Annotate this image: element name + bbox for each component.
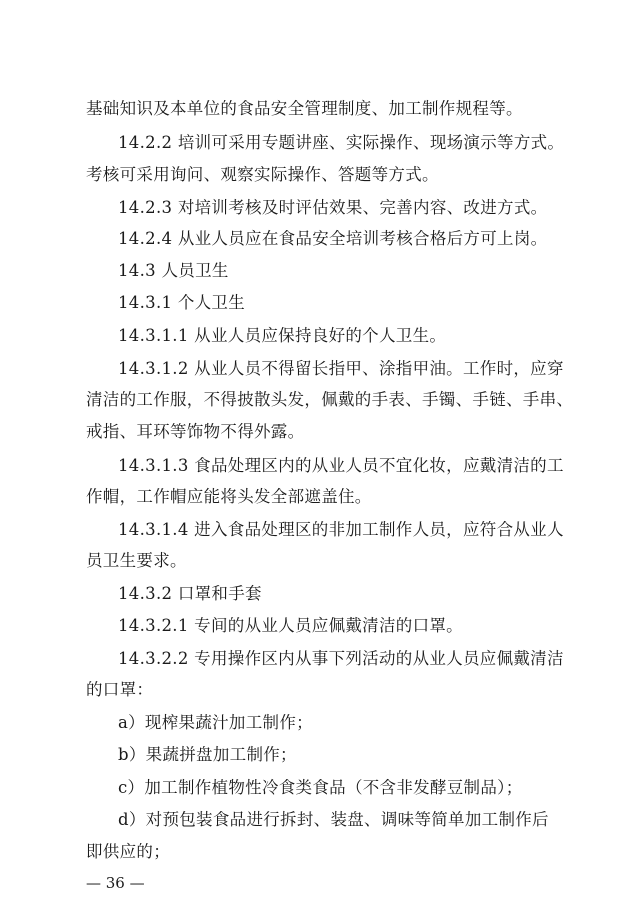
section-heading-14-3-1-1: 14.3.1.1 从业人员应保持良好的个人卫生。 (118, 326, 447, 345)
text-line: 基础知识及本单位的食品安全管理制度、加工制作规程等。 (86, 99, 523, 118)
text-line: 清洁的工作服，不得披散头发，佩戴的手表、手镯、手链、手串、 (86, 390, 574, 409)
section-heading-14-3-1-2: 14.3.1.2 从业人员不得留长指甲、涂指甲油。工作时，应穿 (118, 359, 564, 378)
section-heading-14-3-1-3: 14.3.1.3 食品处理区内的从业人员不宜化妆，应戴清洁的工 (118, 456, 564, 475)
section-heading-14-3-2: 14.3.2 口罩和手套 (118, 584, 262, 603)
list-item-d: d）对预包装食品进行拆封、装盘、调味等简单加工制作后 (118, 810, 549, 829)
list-item-c: c）加工制作植物性冷食类食品（不含非发酵豆制品）； (118, 778, 523, 797)
section-heading-14-2-4: 14.2.4 从业人员应在食品安全培训考核合格后方可上岗。 (118, 229, 548, 248)
section-heading-14-3-1-4: 14.3.1.4 进入食品处理区的非加工制作人员，应符合从业人 (118, 520, 564, 539)
text-line: 即供应的； (86, 842, 170, 861)
text-line: 考核可采用询问、观察实际操作、答题等方式。 (86, 165, 439, 184)
list-item-a: a）现榨果蔬汁加工制作； (118, 713, 313, 732)
section-heading-14-2-2: 14.2.2 培训可采用专题讲座、实际操作、现场演示等方式。 (118, 133, 565, 152)
section-heading-14-3-2-2: 14.3.2.2 专用操作区内从事下列活动的从业人员应佩戴清洁 (118, 649, 564, 668)
section-heading-14-3: 14.3 人员卫生 (118, 261, 229, 280)
text-line: 作帽，工作帽应能将头发全部遮盖住。 (86, 487, 372, 506)
section-heading-14-3-2-1: 14.3.2.1 专间的从业人员应佩戴清洁的口罩。 (118, 616, 463, 635)
section-heading-14-3-1: 14.3.1 个人卫生 (118, 293, 246, 312)
text-line: 戒指、耳环等饰物不得外露。 (86, 422, 305, 441)
list-item-b: b）果蔬拼盘加工制作； (118, 745, 297, 764)
section-heading-14-2-3: 14.2.3 对培训考核及时评估效果、完善内容、改进方式。 (118, 198, 548, 217)
text-line: 员卫生要求。 (86, 551, 187, 570)
text-line: 的口罩： (86, 680, 154, 699)
page-number: — 36 — (86, 874, 145, 892)
